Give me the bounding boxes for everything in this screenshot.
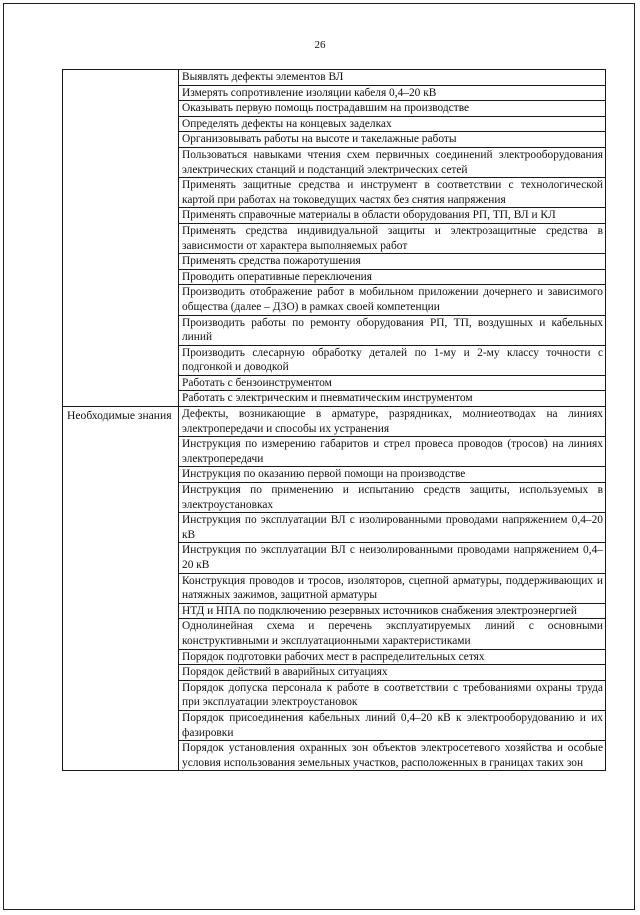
table-row — [63, 70, 606, 86]
table-cell: Дефекты, возникающие в арматуре, разрядниках, молниеотводах на линиях электропередачи и способы их устранения — [179, 407, 606, 437]
table-cell: Инструкция по применению и испытанию средств защиты, используемых в электроустановках — [179, 483, 606, 513]
table-cell: Оказывать первую помощь пострадавшим на производстве — [179, 101, 606, 117]
table-cell: Измерять сопротивление изоляции кабеля 0,4–20 кВ — [179, 85, 606, 101]
table-cell: Производить слесарную обработку деталей по 1-му и 2-му классу точности с подгонкой и доводкой — [179, 345, 606, 375]
section-label: Необходимые знания — [67, 409, 172, 423]
table-cell: Производить работы по ремонту оборудования РП, ТП, воздушных и кабельных линий — [179, 315, 606, 345]
table-cell: Производить отображение работ в мобильном приложении дочернего и зависимого общества (далее – ДЗО) в рамках своей компетенции — [179, 285, 606, 315]
table-cell: Инструкция по эксплуатации ВЛ с изолированными проводами напряжением 0,4–20 кВ — [179, 513, 606, 543]
table-cell: Порядок подготовки рабочих мест в распределительных сетях — [179, 649, 606, 665]
table-cell: Работать с электрическим и пневматическим инструментом — [179, 391, 606, 407]
table-cell: Порядок действий в аварийных ситуациях — [179, 665, 606, 681]
requirements-table — [62, 69, 606, 771]
table-cell: Работать с бензоинструментом — [179, 375, 606, 391]
table-cell: Конструкция проводов и тросов, изоляторов, сцепной арматуры, поддерживающих и натяжных зажимов, защитной арматуры — [179, 573, 606, 603]
page-number: 26 — [314, 39, 326, 51]
table-cell: Инструкция по эксплуатации ВЛ с неизолированными проводами напряжением 0,4–20 кВ — [179, 543, 606, 573]
table-cell: Инструкция по измерению габаритов и стрел провеса проводов (тросов) на линиях электропередачи — [179, 437, 606, 467]
table-cell: Применять средства индивидуальной защиты и электрозащитные средства в зависимости от характера выполняемых работ — [179, 223, 606, 253]
table-row — [63, 407, 606, 437]
table-cell: Пользоваться навыками чтения схем первичных соединений электрооборудования электрических станций и подстанций электрических сетей — [179, 147, 606, 177]
section-label — [66, 70, 176, 72]
table-cell: Порядок присоединения кабельных линий 0,4–20 кВ к электрооборудованию и их фазировки — [179, 710, 606, 740]
table-cell: Порядок допуска персонала к работе в соответствии с требованиями охраны труда при эксплуатации электроустановок — [179, 680, 606, 710]
table-cell: Организовывать работы на высоте и такелажные работы — [179, 132, 606, 148]
section-label-cell — [63, 407, 179, 771]
table-cell: НТД и НПА по подключению резервных источников снабжения электроэнергией — [179, 603, 606, 619]
table-cell: Выявлять дефекты элементов ВЛ — [179, 70, 606, 86]
table-cell: Применять защитные средства и инструмент в соответствии с технологической картой при работах на токоведущих частях без снятия напряжения — [179, 178, 606, 208]
section-label-cell — [63, 70, 179, 407]
table-cell: Применять справочные материалы в области оборудования РП, ТП, ВЛ и КЛ — [179, 208, 606, 224]
table-cell: Определять дефекты на концевых заделках — [179, 116, 606, 132]
table-cell: Проводить оперативные переключения — [179, 269, 606, 285]
table-cell: Порядок установления охранных зон объектов электросетевого хозяйства и особые условия использования земельных участков, расположенных в границах таких зон — [179, 741, 606, 771]
table-cell: Инструкция по оказанию первой помощи на производстве — [179, 467, 606, 483]
table-cell: Применять средства пожаротушения — [179, 254, 606, 270]
table-cell: Однолинейная схема и перечень эксплуатируемых линий с основными конструктивными и эксплуатационными характеристиками — [179, 619, 606, 649]
